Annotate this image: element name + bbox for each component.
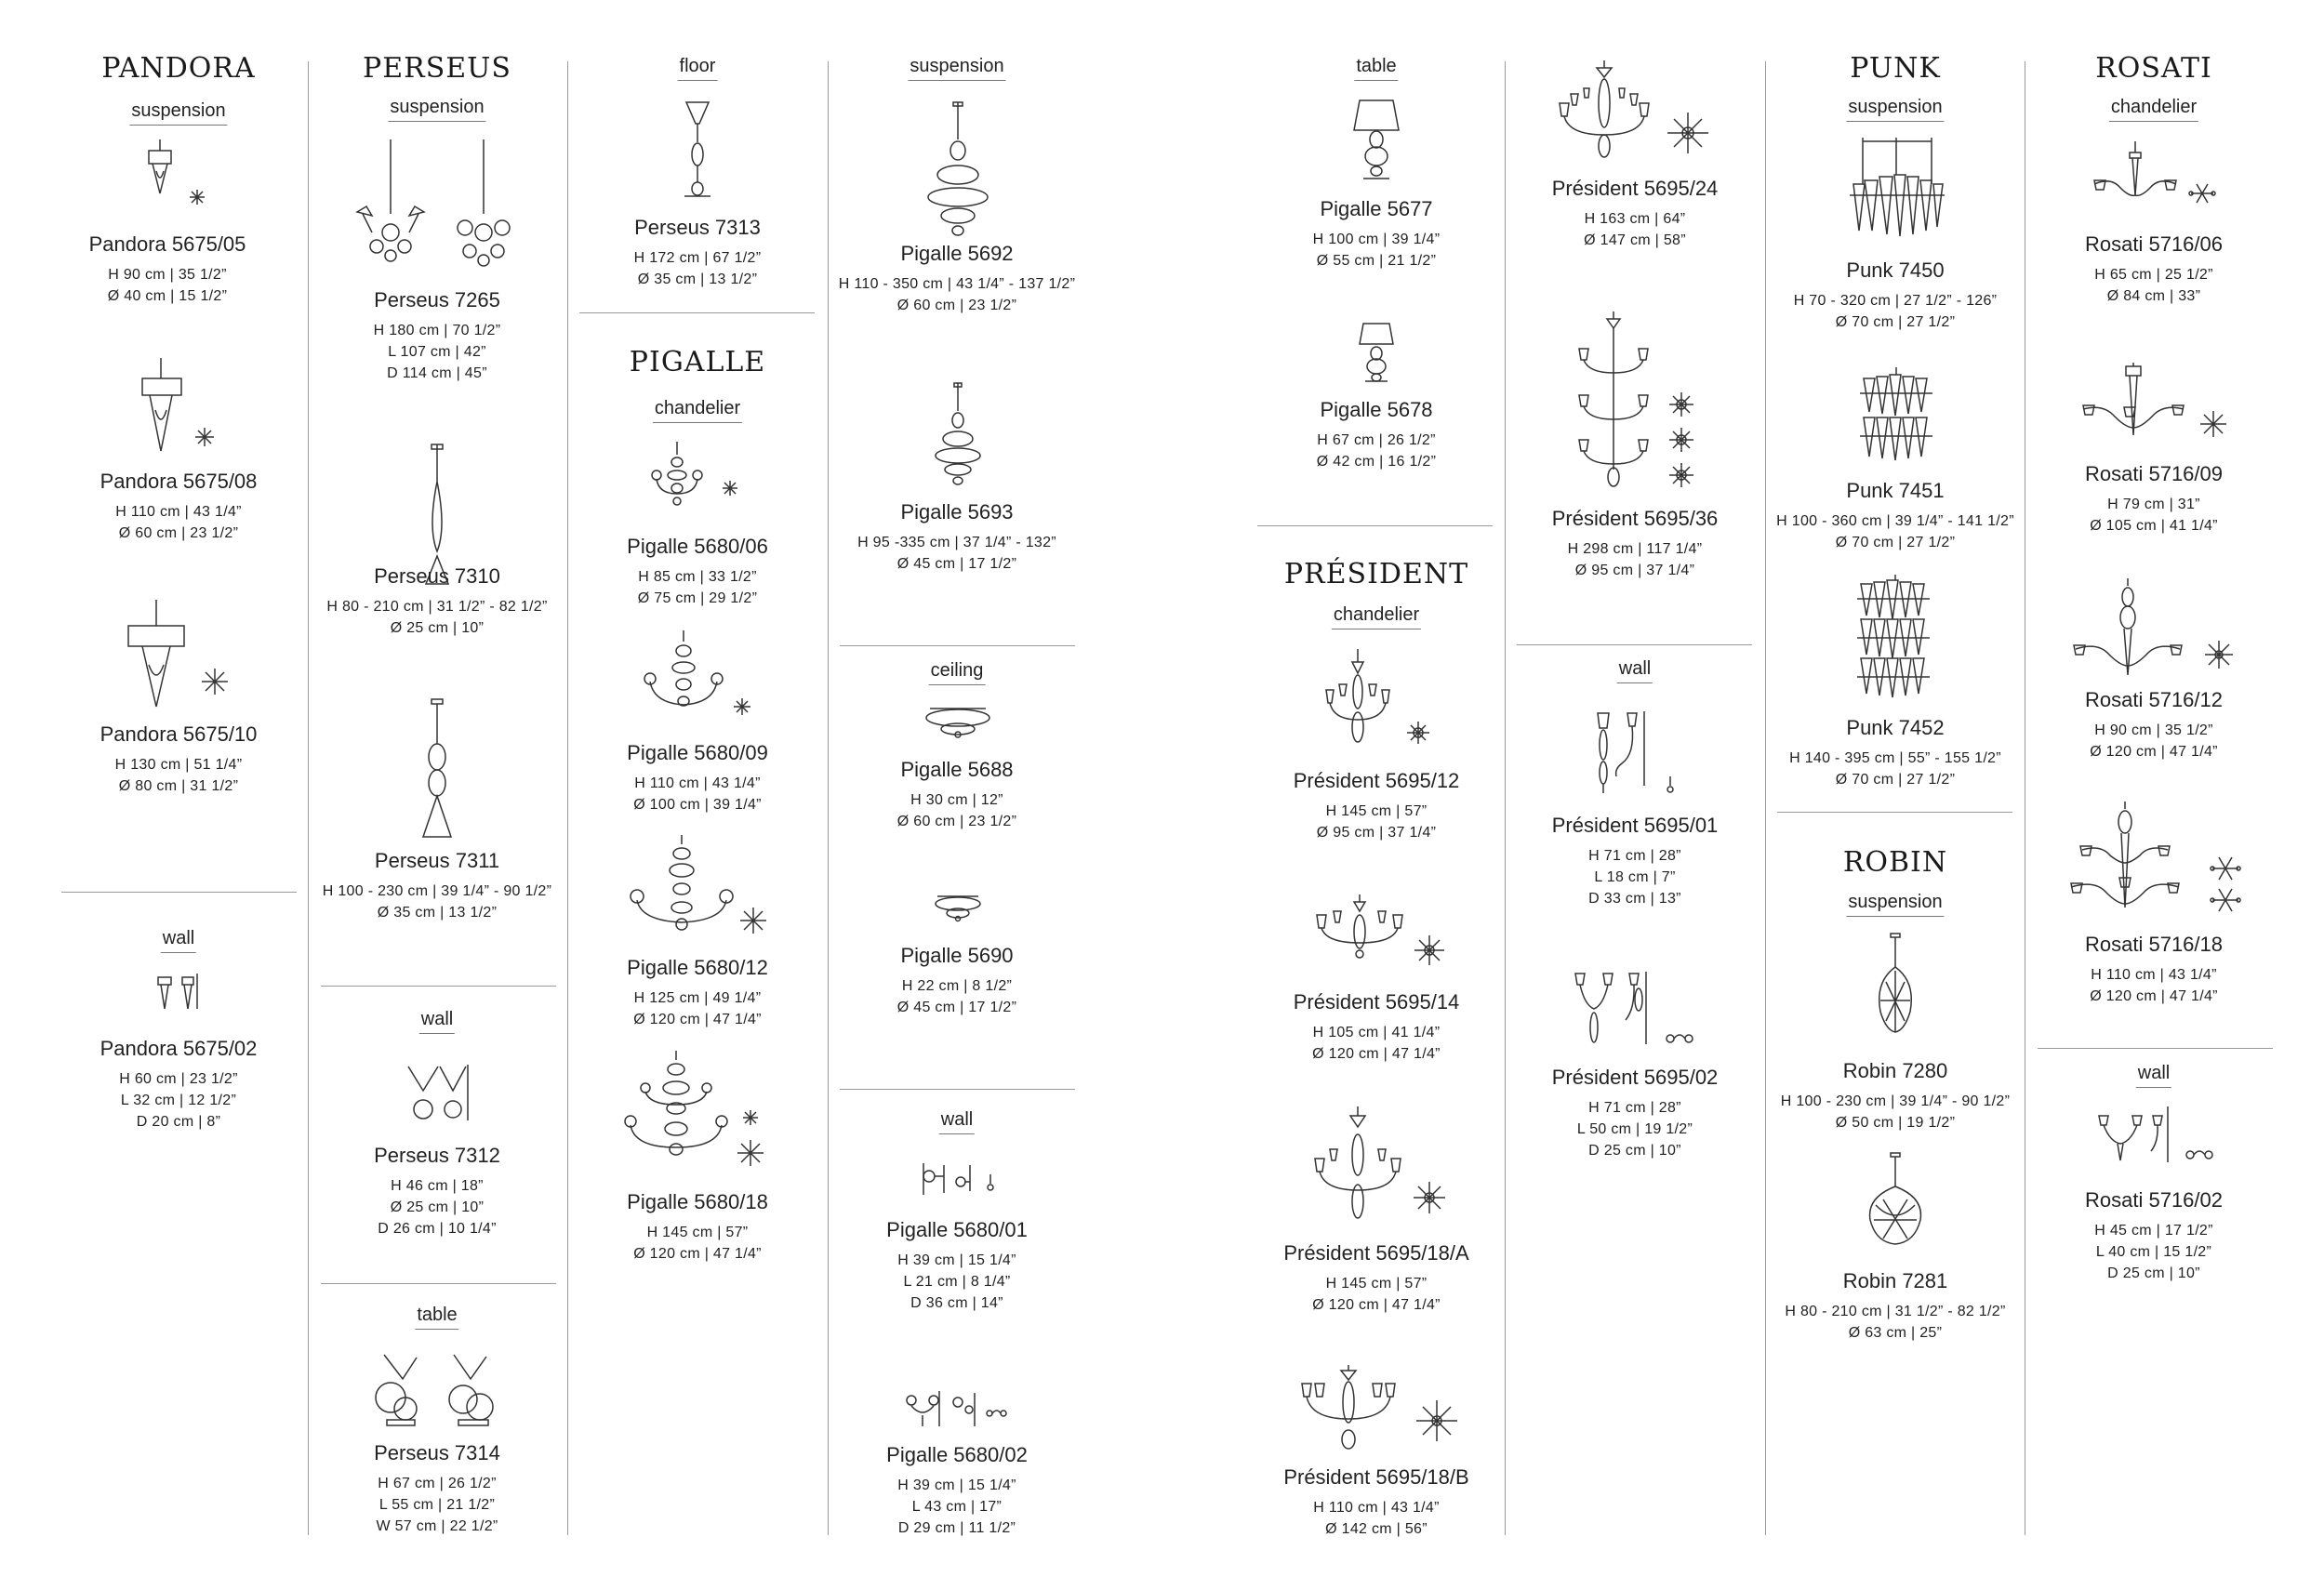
spec-line: H 100 - 230 cm | 39 1/4” - 90 1/2” [322,883,552,899]
spec-line: D 36 cm | 14” [910,1295,1003,1311]
pandora-5675-10-illustration [124,600,235,707]
section-divider [840,645,1075,646]
spec-line: H 145 cm | 57” [646,1225,749,1240]
product-president-5695-02 [1552,1066,1719,1161]
product-name: Président 5695/18/A [1283,1241,1469,1265]
pigalle-5693-illustration [930,383,986,485]
spec-line: H 39 cm | 15 1/4” [897,1252,1016,1268]
product-name: Président 5695/02 [1551,1066,1719,1089]
perseus-7312-illustration [406,1065,471,1125]
spec-line: Ø 70 cm | 27 1/2” [1835,314,1956,330]
product-name: Président 5695/01 [1551,814,1719,837]
spec-line: Ø 45 cm | 17 1/2” [896,556,1017,572]
spec-line: L 107 cm | 42” [388,344,486,360]
product-pigalle-5680-09 [627,741,768,815]
product-name: Président 5695/36 [1551,507,1719,530]
category-label-chandelier: chandelier [653,398,742,423]
president-5695-02-illustration [1572,972,1702,1051]
spec-line: Ø 120 cm | 47 1/4” [2090,988,2218,1004]
column-divider [1765,61,1766,1535]
spec-line: Ø 35 cm | 13 1/2” [637,272,758,287]
category-label-wall: wall [419,1009,455,1034]
product-name: Perseus 7310 [374,564,500,588]
spec-line: H 22 cm | 8 1/2” [901,978,1013,994]
category-label-suspension: suspension [1846,892,1944,917]
spec-line: H 80 - 210 cm | 31 1/2” - 82 1/2” [326,599,548,615]
pandora-5675-08-illustration [135,358,228,451]
category-label-wall: wall [1617,658,1653,683]
product-name: Pigalle 5680/06 [627,535,768,558]
product-pigalle-5678 [1317,398,1436,472]
product-rosati-5716-12 [2085,688,2223,762]
spec-line: Ø 120 cm | 47 1/4” [1312,1046,1441,1062]
family-title-president: PRÉSIDENT [1283,558,1469,590]
president-5695-14-illustration [1313,894,1453,971]
product-punk-7452 [1789,716,2001,790]
pigalle-5688-illustration [921,705,995,738]
spec-line: Ø 63 cm | 25” [1848,1325,1943,1341]
product-name: Perseus 7313 [634,216,761,239]
product-pandora-5675-02 [100,1037,258,1133]
category-label-ceiling: ceiling [929,660,986,685]
spec-line: H 100 - 360 cm | 39 1/4” - 141 1/2” [1776,513,2014,529]
spec-line: H 70 - 320 cm | 27 1/2” - 126” [1793,293,1998,309]
product-robin-7281 [1785,1269,2005,1344]
spec-line: H 110 - 350 cm | 43 1/4” - 137 1/2” [838,276,1076,292]
spec-line: H 45 cm | 17 1/2” [2094,1223,2213,1239]
product-name: Rosati 5716/02 [2085,1188,2223,1212]
product-name: Punk 7452 [1846,716,1945,739]
pigalle-5690-illustration [930,893,986,922]
category-label-suspension: suspension [388,97,485,122]
product-name: Pandora 5675/10 [100,722,258,746]
spec-line: H 145 cm | 57” [1325,1276,1428,1292]
product-perseus-7311 [323,849,551,923]
president-5695-01-illustration [1590,711,1683,800]
spec-line: H 130 cm | 51 1/4” [114,757,243,773]
product-name: Président 5695/24 [1551,177,1719,200]
section-divider [321,1283,556,1284]
spec-line: H 85 cm | 33 1/2” [638,569,757,585]
family-title-punk: PUNK [1850,52,1941,85]
pandora-5675-02-illustration [156,972,203,1016]
product-name: Pigalle 5692 [900,242,1014,265]
product-pandora-5675-05 [89,232,246,307]
spec-line: D 25 cm | 10” [1588,1143,1681,1159]
spec-line: H 100 cm | 39 1/4” [1312,232,1441,247]
spec-line: H 110 cm | 43 1/4” [1313,1500,1440,1516]
product-rosati-5716-02 [2085,1188,2223,1284]
spec-line: Ø 120 cm | 47 1/4” [1312,1297,1441,1313]
spec-line: Ø 45 cm | 17 1/2” [896,1000,1017,1015]
product-name: Perseus 7314 [374,1441,500,1464]
product-name: Robin 7281 [1842,1269,1948,1292]
perseus-7311-illustration [414,699,460,837]
product-president-5695-01 [1552,814,1719,909]
product-pigalle-5680-06 [627,535,768,609]
product-pigalle-5693 [857,500,1056,575]
spec-line: Ø 25 cm | 10” [390,1199,485,1215]
spec-line: H 39 cm | 15 1/4” [897,1477,1016,1493]
spec-line: L 40 cm | 15 1/2” [2095,1244,2212,1260]
spec-line: D 26 cm | 10 1/4” [378,1221,497,1237]
spec-line: Ø 70 cm | 27 1/2” [1835,772,1956,788]
punk-7451-illustration [1858,367,1934,465]
product-president-5695-36 [1552,507,1719,581]
spec-line: H 110 cm | 43 1/4” [2091,967,2217,983]
product-punk-7450 [1794,258,1998,333]
spec-line: Ø 84 cm | 33” [2106,288,2201,304]
family-title-pigalle: PIGALLE [629,346,766,378]
spec-line: H 90 cm | 35 1/2” [108,267,227,283]
spec-line: H 95 -335 cm | 37 1/4” - 132” [857,535,1056,550]
spec-line: H 71 cm | 28” [1588,1100,1681,1116]
president-5695-12-illustration [1321,649,1437,749]
spec-line: H 163 cm | 64” [1584,211,1686,227]
product-name: Président 5695/14 [1293,990,1460,1014]
spec-line: H 90 cm | 35 1/2” [2094,722,2213,738]
category-label-table: table [1354,56,1398,81]
spec-line: H 30 cm | 12” [910,792,1003,808]
product-name: Punk 7451 [1846,479,1945,502]
product-perseus-7310 [326,564,547,639]
spec-line: Ø 35 cm | 13 1/2” [377,905,498,921]
spec-line: Ø 60 cm | 23 1/2” [118,525,239,541]
product-pigalle-5680-12 [627,956,768,1030]
product-perseus-7265 [374,288,501,384]
pigalle-5680-12-illustration [628,835,772,942]
perseus-7265-illustration [344,139,530,270]
rosati-5716-09-illustration [2081,363,2232,444]
product-pandora-5675-08 [100,470,258,544]
category-label-table: table [415,1305,458,1330]
product-pigalle-5692 [839,242,1075,316]
product-name: Rosati 5716/09 [2085,462,2223,485]
category-label-suspension: suspension [129,100,227,126]
spec-line: L 18 cm | 7” [1594,869,1676,885]
punk-7450-illustration [1846,138,1948,240]
spec-line: H 79 cm | 31” [2107,497,2200,512]
product-president-5695-14 [1294,990,1460,1065]
perseus-7313-illustration [679,100,716,198]
product-pigalle-5680-02 [886,1443,1028,1539]
spec-line: L 32 cm | 12 1/2” [120,1093,237,1108]
product-name: Pandora 5675/02 [100,1037,258,1060]
product-name: Pandora 5675/08 [100,470,258,493]
product-perseus-7313 [634,216,762,290]
product-name: Pigalle 5678 [1320,398,1433,421]
pigalle-5692-illustration [925,102,990,237]
spec-line: H 145 cm | 57” [1325,803,1428,819]
family-title-robin: ROBIN [1842,846,1948,879]
product-name: Perseus 7265 [374,288,500,311]
product-punk-7451 [1776,479,2014,553]
product-name: Pigalle 5680/02 [886,1443,1028,1466]
column-divider [828,61,829,1535]
spec-line: Ø 50 cm | 19 1/2” [1835,1115,1956,1131]
product-pandora-5675-10 [100,722,258,797]
spec-line: H 298 cm | 117 1/4” [1567,541,1703,557]
spec-line: H 71 cm | 28” [1588,848,1681,864]
spec-line: H 67 cm | 26 1/2” [378,1476,497,1491]
category-label-suspension: suspension [1846,97,1944,122]
pigalle-5680-01-illustration [916,1158,1000,1199]
category-label-wall: wall [2136,1063,2171,1088]
spec-line: H 140 - 395 cm | 55” - 155 1/2” [1789,750,2001,766]
pigalle-5680-09-illustration [637,630,758,728]
product-pigalle-5677 [1313,197,1441,272]
perseus-7314-illustration [370,1353,510,1427]
section-divider [1777,812,2012,813]
product-name: Perseus 7312 [374,1144,500,1167]
product-pigalle-5680-01 [886,1218,1028,1314]
section-divider [321,986,556,987]
spec-line: Ø 147 cm | 58” [1584,232,1686,248]
spec-line: H 180 cm | 70 1/2” [373,323,501,338]
punk-7452-illustration [1855,575,1935,697]
spec-line: Ø 120 cm | 47 1/4” [633,1012,762,1027]
product-name: Pigalle 5680/18 [627,1190,768,1213]
perseus-7310-illustration [418,444,456,584]
section-divider [840,1089,1075,1090]
pigalle-5677-illustration [1350,99,1402,180]
spec-line: H 110 cm | 43 1/4” [634,775,761,791]
spec-line: D 33 cm | 13” [1588,891,1681,907]
spec-line: L 50 cm | 19 1/2” [1576,1121,1693,1137]
pigalle-5680-06-illustration [651,442,744,516]
product-name: Pandora 5675/05 [88,232,246,256]
spec-line: L 21 cm | 8 1/4” [903,1274,1011,1290]
family-title-rosati: ROSATI [2095,52,2212,85]
product-name: Pigalle 5680/01 [886,1218,1028,1241]
product-pigalle-5690 [897,944,1016,1018]
product-name: Pigalle 5677 [1320,197,1433,220]
category-label-wall: wall [939,1109,975,1134]
spec-line: Ø 70 cm | 27 1/2” [1835,535,1956,550]
product-name: Pigalle 5680/09 [627,741,768,764]
product-name: Pigalle 5688 [900,758,1014,781]
product-name: Pigalle 5693 [900,500,1014,523]
product-president-5695-12 [1294,769,1460,843]
category-label-suspension: suspension [908,56,1005,81]
category-label-wall: wall [161,928,196,953]
robin-7281-illustration [1863,1153,1928,1246]
spec-line: D 29 cm | 11 1/2” [897,1520,1016,1536]
spec-line: D 114 cm | 45” [387,365,487,381]
spec-line: H 105 cm | 41 1/4” [1312,1025,1441,1040]
spec-line: Ø 142 cm | 56” [1325,1521,1428,1537]
product-president-5695-24 [1552,177,1719,251]
president-5695-18a-illustration [1313,1106,1453,1226]
spec-line: Ø 60 cm | 23 1/2” [896,814,1017,829]
spec-line: H 172 cm | 67 1/2” [633,250,762,266]
spec-line: H 67 cm | 26 1/2” [1317,432,1436,448]
product-rosati-5716-18 [2085,933,2223,1007]
president-5695-24-illustration [1558,60,1716,163]
spec-line: Ø 120 cm | 47 1/4” [2090,744,2218,760]
spec-line: Ø 105 cm | 41 1/4” [2090,518,2218,534]
president-5695-36-illustration [1572,311,1702,488]
product-name: Robin 7280 [1842,1059,1948,1082]
product-name: Punk 7450 [1846,258,1945,282]
spec-line: H 125 cm | 49 1/4” [633,990,762,1006]
spec-line: H 60 cm | 23 1/2” [119,1071,238,1087]
spec-line: D 20 cm | 8” [136,1114,221,1130]
product-name: Rosati 5716/18 [2085,933,2223,956]
product-name: Perseus 7311 [374,849,500,872]
spec-line: L 43 cm | 17” [911,1499,1003,1515]
family-title-pandora: PANDORA [101,52,256,85]
section-divider [1517,644,1752,645]
pigalle-5678-illustration [1356,322,1397,383]
column-divider [1505,61,1506,1535]
product-pigalle-5688 [897,758,1016,832]
president-5695-18b-illustration [1293,1365,1469,1458]
rosati-5716-12-illustration [2072,578,2239,681]
rosati-5716-02-illustration [2097,1106,2218,1167]
product-robin-7280 [1781,1059,2010,1133]
robin-7280-illustration [1867,934,1923,1034]
spec-line: H 80 - 210 cm | 31 1/2” - 82 1/2” [1785,1304,2006,1319]
spec-line: Ø 55 cm | 21 1/2” [1316,253,1437,269]
family-title-perseus: PERSEUS [363,52,511,85]
rosati-5716-18-illustration [2069,802,2246,913]
pigalle-5680-18-illustration [625,1051,774,1170]
product-name: Pigalle 5690 [900,944,1014,967]
section-divider [61,892,297,893]
product-rosati-5716-09 [2085,462,2223,537]
product-name: Rosati 5716/06 [2085,232,2223,256]
product-president-5695-18b [1283,1465,1468,1540]
spec-line: Ø 95 cm | 37 1/4” [1574,563,1695,578]
spec-line: Ø 80 cm | 31 1/2” [118,778,239,794]
product-pigalle-5680-18 [627,1190,768,1265]
rosati-5716-06-illustration [2092,141,2218,216]
spec-line: Ø 60 cm | 23 1/2” [896,298,1017,313]
pigalle-5680-02-illustration [904,1389,1011,1434]
spec-line: H 100 - 230 cm | 39 1/4” - 90 1/2” [1780,1093,2011,1109]
category-label-floor: floor [678,56,718,81]
column-divider [308,61,309,1535]
spec-line: Ø 100 cm | 39 1/4” [633,797,762,813]
column-divider [567,61,568,1535]
product-perseus-7312 [374,1144,500,1239]
spec-line: Ø 40 cm | 15 1/2” [107,288,228,304]
spec-line: H 65 cm | 25 1/2” [2094,267,2213,283]
product-name: Rosati 5716/12 [2085,688,2223,711]
product-name: Président 5695/12 [1293,769,1460,792]
category-label-chandelier: chandelier [2109,97,2198,122]
spec-line: Ø 42 cm | 16 1/2” [1316,454,1437,470]
spec-line: L 55 cm | 21 1/2” [378,1497,496,1513]
spec-line: Ø 120 cm | 47 1/4” [633,1246,762,1262]
product-rosati-5716-06 [2085,232,2223,307]
section-divider [2038,1048,2273,1049]
spec-line: Ø 95 cm | 37 1/4” [1316,825,1437,841]
pandora-5675-05-illustration [139,139,214,214]
spec-line: Ø 75 cm | 29 1/2” [637,590,758,606]
spec-line: Ø 25 cm | 10” [390,620,485,636]
spec-line: H 110 cm | 43 1/4” [115,504,242,520]
product-president-5695-18a [1283,1241,1468,1316]
section-divider [1257,525,1493,526]
product-perseus-7314 [374,1441,500,1537]
spec-line: D 25 cm | 10” [2107,1265,2200,1281]
section-divider [579,312,815,313]
category-label-chandelier: chandelier [1332,604,1421,629]
product-name: Pigalle 5680/12 [627,956,768,979]
spec-line: W 57 cm | 22 1/2” [376,1518,498,1534]
spec-line: H 46 cm | 18” [391,1178,484,1194]
product-name: Président 5695/18/B [1283,1465,1469,1489]
